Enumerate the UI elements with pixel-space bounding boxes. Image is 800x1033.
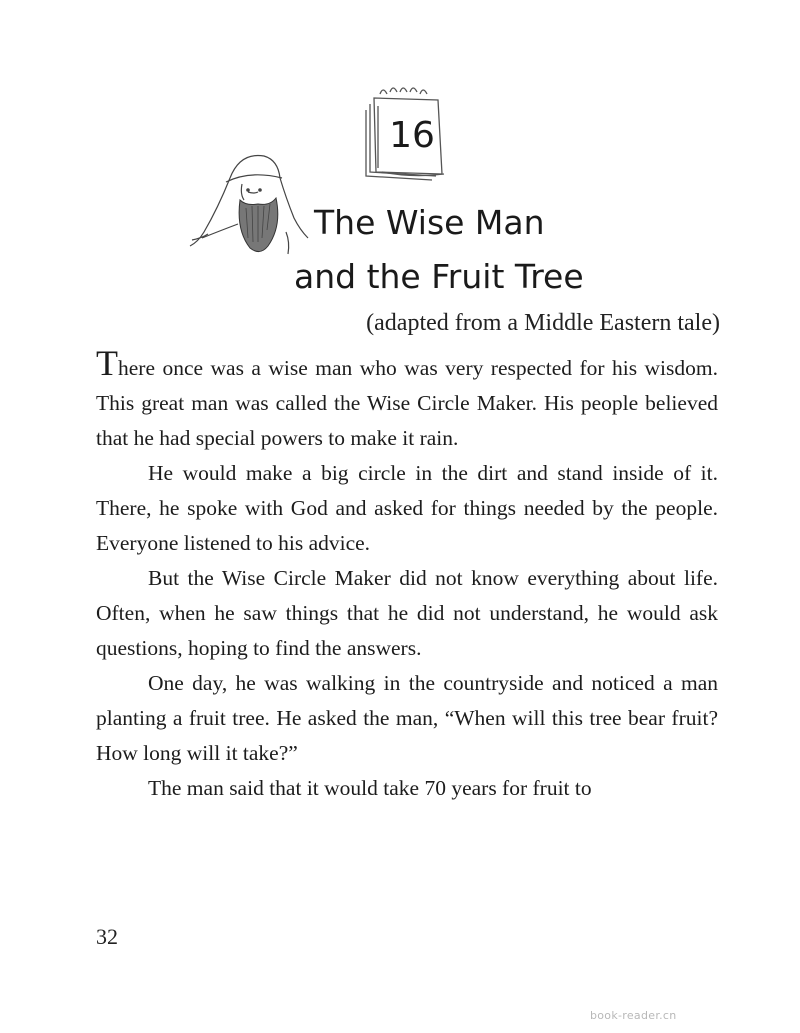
paragraph: He would make a big circle in the dirt and stand inside of it. There, he spoke with God and asked for things needed by the people. Everyone listened to his advice. <box>96 461 718 555</box>
drop-cap: T <box>96 343 118 383</box>
paragraph: The man said that it would take 70 years for fruit to <box>148 776 592 800</box>
title-line-1: The Wise Man <box>314 203 545 242</box>
paragraph <box>96 343 718 456</box>
story-text <box>96 343 718 806</box>
paragraph-text: here once was a wise man who was very respected for his wisdom. This great man was called the Wise Circle Maker. His people believed that he had special powers to make it rain. <box>96 356 718 450</box>
paragraph: One day, he was walking in the countryside and noticed a man planting a fruit tree. He asked the man, “When will this tree bear fruit? How long will it take?” <box>96 671 718 765</box>
page-number: 32 <box>96 924 118 949</box>
title-line-2: and the Fruit Tree <box>294 257 584 296</box>
subtitle: (adapted from a Middle Eastern tale) <box>366 310 720 336</box>
chapter-title <box>290 196 600 304</box>
watermark: book-reader.cn <box>590 1009 677 1022</box>
chapter-number: 16 <box>389 115 435 156</box>
paragraph: But the Wise Circle Maker did not know everything about life. Often, when he saw things that he did not understand, he would ask questions, hoping to find the answers. <box>96 566 718 660</box>
